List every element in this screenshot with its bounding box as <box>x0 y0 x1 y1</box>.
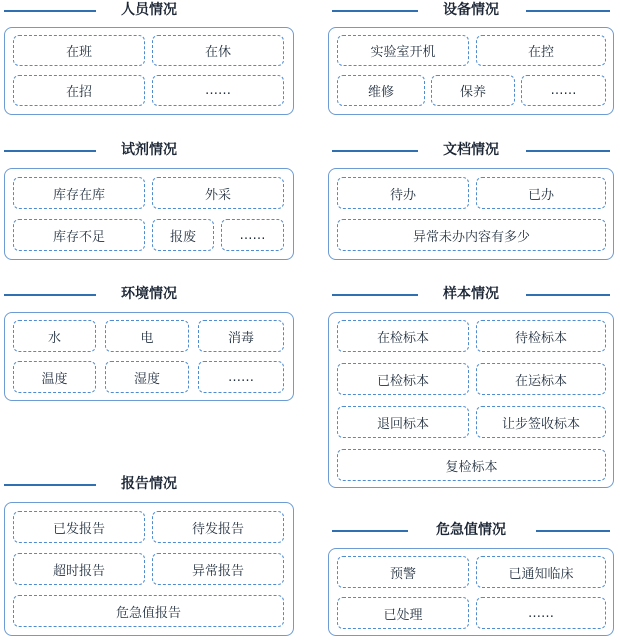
equipment-header <box>328 0 614 20</box>
equipment-title: 设备情况 <box>443 2 499 18</box>
documents-panel <box>328 168 614 260</box>
reports-panel <box>4 502 294 636</box>
environment-item-more[interactable]: …… <box>198 361 284 393</box>
equipment-item-maintenance[interactable]: 保养 <box>431 75 515 106</box>
samples-header <box>328 284 614 304</box>
critical-panel <box>328 548 614 636</box>
personnel-item-recruiting[interactable]: 在招 <box>13 75 145 106</box>
personnel-item-more[interactable]: …… <box>152 75 284 106</box>
reagents-title: 试剂情况 <box>121 142 177 158</box>
reagents-item-external[interactable]: 外采 <box>152 177 284 209</box>
reports-item-pending[interactable]: 待发报告 <box>152 511 284 543</box>
reagents-item-scrapped[interactable]: 报废 <box>152 219 214 251</box>
samples-item-testing[interactable]: 在检标本 <box>337 320 469 352</box>
critical-item-handled[interactable]: 已处理 <box>337 597 469 629</box>
personnel-item-on-leave[interactable]: 在休 <box>152 35 284 66</box>
documents-item-done[interactable]: 已办 <box>476 177 606 209</box>
environment-item-water[interactable]: 水 <box>13 320 96 352</box>
critical-section <box>328 520 614 636</box>
environment-panel <box>4 312 294 401</box>
critical-item-more[interactable]: …… <box>476 597 606 629</box>
samples-item-in-transit[interactable]: 在运标本 <box>476 363 606 395</box>
environment-item-temperature[interactable]: 温度 <box>13 361 96 393</box>
reagents-section <box>4 140 294 260</box>
equipment-item-in-control[interactable]: 在控 <box>476 35 606 66</box>
reagents-panel <box>4 168 294 260</box>
environment-title: 环境情况 <box>121 286 177 302</box>
documents-item-abnormal[interactable]: 异常未办内容有多少 <box>337 219 606 251</box>
reagents-item-more[interactable]: …… <box>221 219 284 251</box>
personnel-section <box>4 0 294 115</box>
reagents-header <box>4 140 294 160</box>
critical-header <box>328 520 614 540</box>
reports-item-sent[interactable]: 已发报告 <box>13 511 145 543</box>
environment-section <box>4 284 294 401</box>
documents-item-todo[interactable]: 待办 <box>337 177 469 209</box>
environment-item-electricity[interactable]: 电 <box>105 320 189 352</box>
samples-item-concession[interactable]: 让步签收标本 <box>476 406 606 438</box>
equipment-item-more[interactable]: …… <box>521 75 606 106</box>
samples-panel <box>328 312 614 488</box>
environment-item-disinfection[interactable]: 消毒 <box>198 320 284 352</box>
reports-title: 报告情况 <box>121 476 177 492</box>
documents-title: 文档情况 <box>443 142 499 158</box>
reagents-item-in-stock[interactable]: 库存在库 <box>13 177 145 209</box>
reports-header <box>4 474 294 494</box>
critical-item-warning[interactable]: 预警 <box>337 556 469 588</box>
personnel-item-on-duty[interactable]: 在班 <box>13 35 145 66</box>
documents-section <box>328 140 614 260</box>
reports-item-overdue[interactable]: 超时报告 <box>13 553 145 585</box>
personnel-title: 人员情况 <box>121 2 177 18</box>
environment-header <box>4 284 294 304</box>
reports-item-abnormal[interactable]: 异常报告 <box>152 553 284 585</box>
reports-section <box>4 474 294 636</box>
environment-item-humidity[interactable]: 湿度 <box>105 361 189 393</box>
reagents-item-insufficient[interactable]: 库存不足 <box>13 219 145 251</box>
samples-item-returned[interactable]: 退回标本 <box>337 406 469 438</box>
personnel-header <box>4 0 294 20</box>
samples-item-retest[interactable]: 复检标本 <box>337 449 606 481</box>
samples-item-pending[interactable]: 待检标本 <box>476 320 606 352</box>
equipment-section <box>328 0 614 115</box>
equipment-item-repair[interactable]: 维修 <box>337 75 425 106</box>
critical-item-notified[interactable]: 已通知临床 <box>476 556 606 588</box>
samples-item-tested[interactable]: 已检标本 <box>337 363 469 395</box>
documents-header <box>328 140 614 160</box>
samples-title: 样本情况 <box>443 286 499 302</box>
equipment-item-lab-on[interactable]: 实验室开机 <box>337 35 469 66</box>
critical-title: 危急值情况 <box>436 522 506 538</box>
equipment-panel <box>328 27 614 115</box>
reports-item-critical[interactable]: 危急值报告 <box>13 595 284 627</box>
samples-section <box>328 284 614 488</box>
personnel-panel <box>4 27 294 115</box>
